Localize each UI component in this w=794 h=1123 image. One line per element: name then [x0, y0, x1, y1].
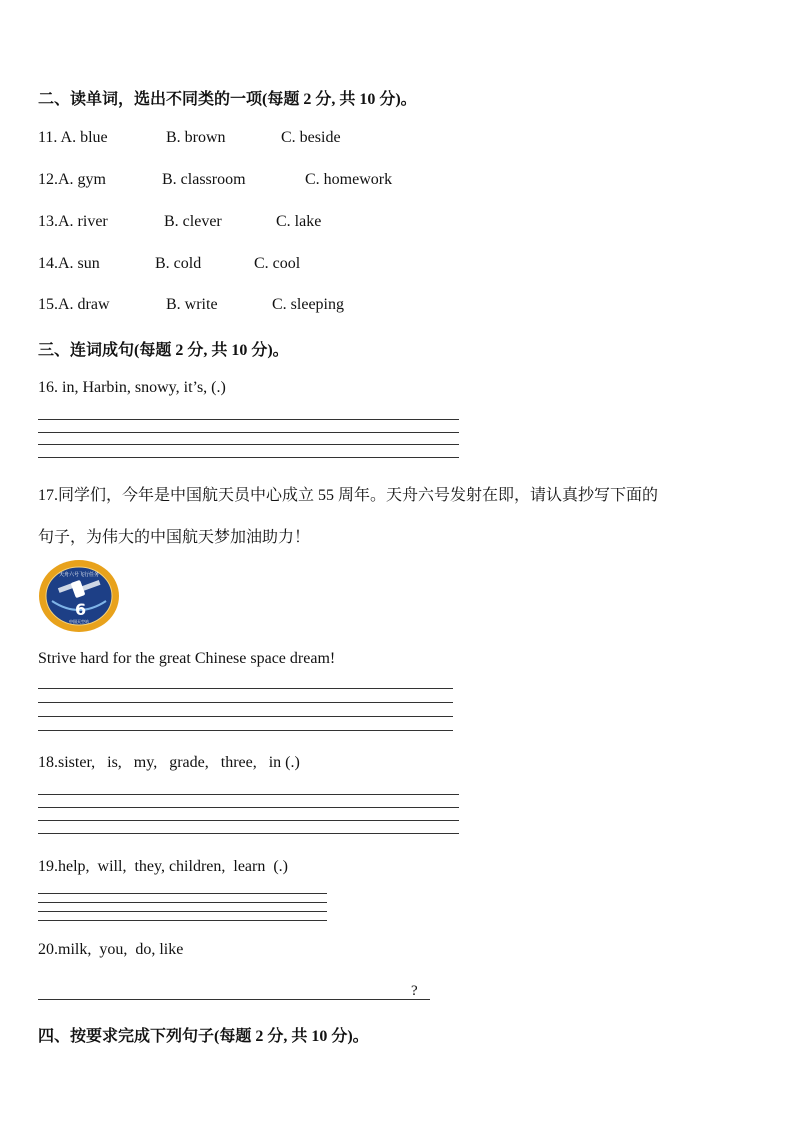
writing-line	[38, 419, 459, 420]
question-19-prompt: 19.help, will, they, children, learn (.)	[38, 858, 288, 875]
writing-line	[38, 920, 327, 921]
writing-line	[38, 833, 459, 834]
q11-option-b: B. brown	[166, 129, 226, 146]
writing-line	[38, 716, 453, 717]
question-17-prompt-line-1: 17.同学们，今年是中国航天员中心成立 55 周年。天舟六号发射在即，请认真抄写下面的	[38, 487, 659, 504]
writing-line	[38, 702, 453, 703]
q11-option-a: 11. A. blue	[38, 129, 108, 146]
writing-line	[38, 902, 327, 903]
emblem-top-text: 天舟六号飞行任务	[58, 572, 100, 578]
question-16-prompt: 16. in, Harbin, snowy, it’s, (.)	[38, 379, 226, 396]
writing-line	[38, 457, 459, 458]
q20-question-mark: ?	[411, 983, 418, 999]
writing-line	[38, 807, 459, 808]
q12-option-b: B. classroom	[162, 171, 246, 188]
writing-line	[38, 820, 459, 821]
q13-option-b: B. clever	[164, 213, 222, 230]
section-3-heading: 三、连词成句(每题 2 分, 共 10 分)。	[38, 342, 289, 359]
emblem-number: 6	[75, 600, 87, 619]
q14-option-c: C. cool	[254, 255, 301, 272]
q14-option-a: 14.A. sun	[38, 255, 100, 272]
section-4-heading: 四、按要求完成下列句子(每题 2 分, 共 10 分)。	[38, 1028, 369, 1045]
q12-option-c: C. homework	[305, 171, 393, 188]
q13-option-c: C. lake	[276, 213, 322, 230]
q12-option-a: 12.A. gym	[38, 171, 106, 188]
writing-line	[38, 444, 459, 445]
writing-line	[38, 432, 459, 433]
q15-option-a: 15.A. draw	[38, 296, 110, 313]
section-2-heading: 二、读单词，选出不同类的一项(每题 2 分, 共 10 分)。	[38, 91, 417, 108]
question-17-prompt-line-2: 句子，为伟大的中国航天梦加油助力！	[38, 529, 311, 546]
writing-line	[38, 688, 453, 689]
question-17-sentence: Strive hard for the great Chinese space dream!	[38, 650, 336, 667]
q11-option-c: C. beside	[281, 129, 341, 146]
emblem-bottom-text: 中国天空站	[69, 619, 89, 624]
writing-line	[38, 730, 453, 731]
question-20-prompt: 20.milk, you, do, like	[38, 941, 184, 958]
q14-option-b: B. cold	[155, 255, 202, 272]
question-18-prompt: 18.sister, is, my, grade, three, in (.)	[38, 754, 300, 771]
writing-line	[38, 893, 327, 894]
q13-option-a: 13.A. river	[38, 213, 108, 230]
writing-line	[38, 794, 459, 795]
q15-option-c: C. sleeping	[272, 296, 344, 313]
q20-answer-line[interactable]	[38, 999, 430, 1000]
q15-option-b: B. write	[166, 296, 218, 313]
tianzhou-6-mission-emblem-icon	[38, 559, 120, 633]
writing-line	[38, 911, 327, 912]
